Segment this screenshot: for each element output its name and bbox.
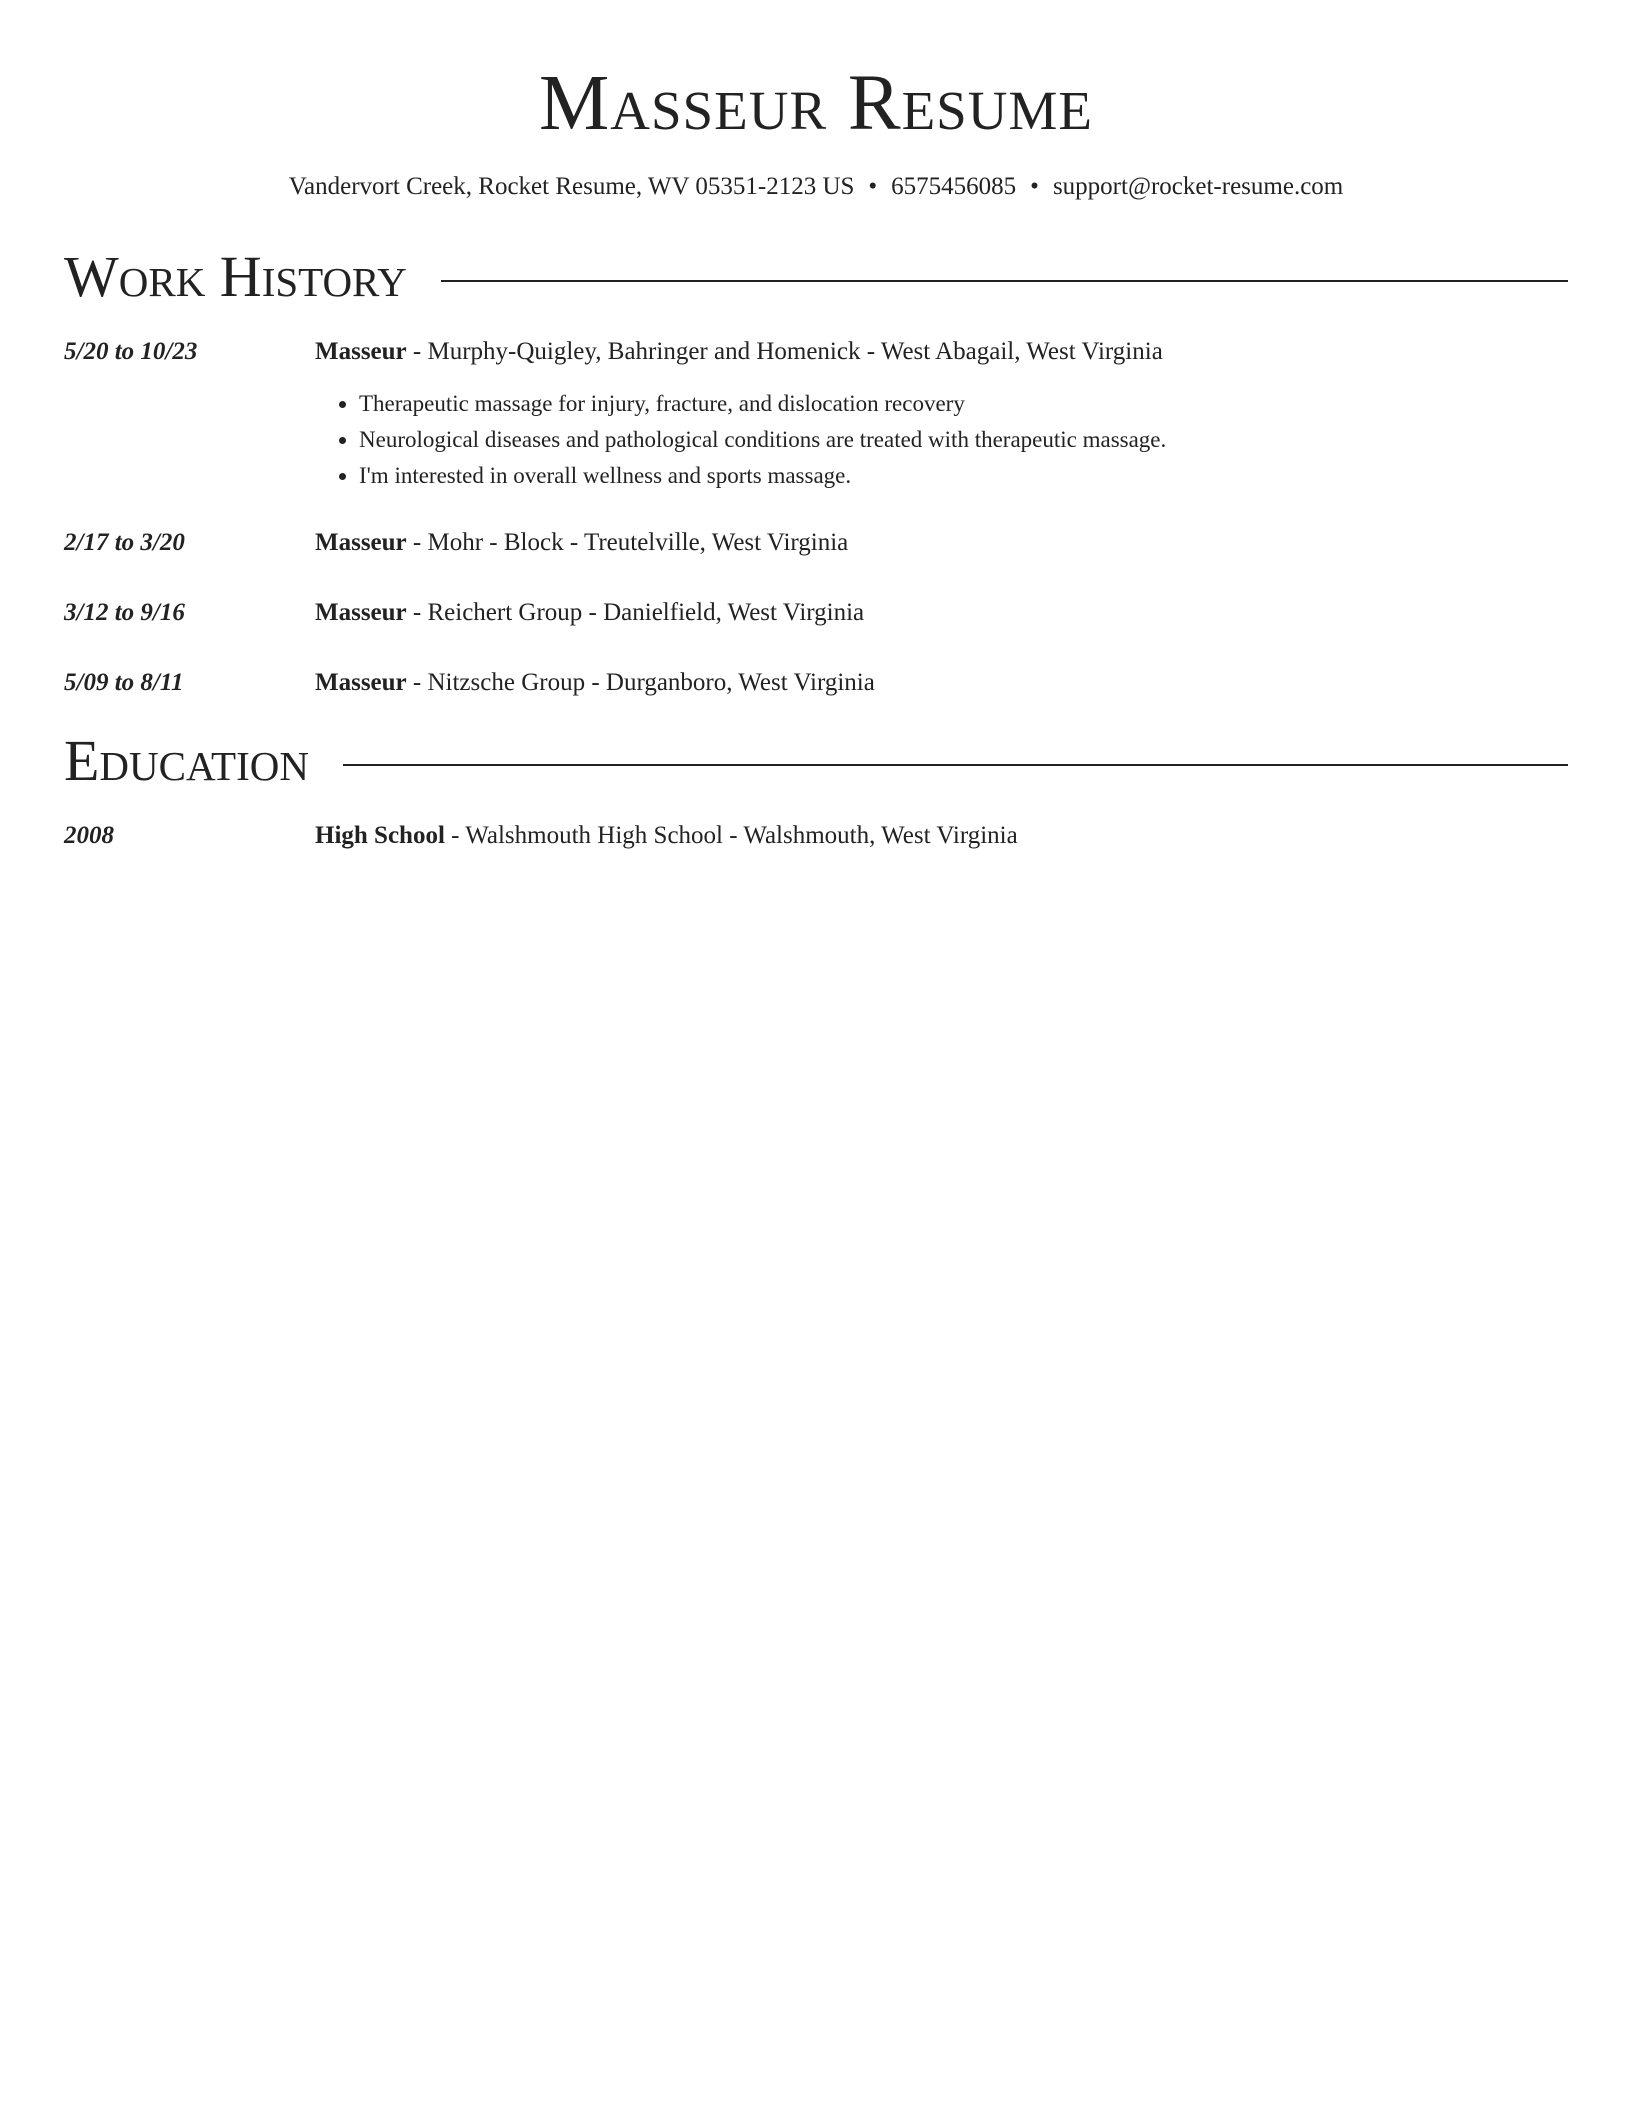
education-header: [64, 728, 1568, 794]
contact-address: Vandervort Creek, Rocket Resume, WV 05351-2123 US: [288, 173, 855, 200]
entry-date: 2/17 to 3/20: [64, 529, 185, 556]
entry-detail: - Nitzsche Group - Durganboro, West Virginia: [406, 669, 875, 696]
entry-date: 5/09 to 8/11: [64, 669, 184, 696]
work-history-heading: Work History: [64, 244, 407, 309]
contact-separator: •: [1030, 173, 1039, 200]
entry-detail: - Mohr - Block - Treutelville, West Virginia: [406, 529, 849, 556]
entry-detail: - Murphy-Quigley, Bahringer and Homenick - West Abagail, West Virginia: [406, 338, 1163, 365]
education-heading: Education: [64, 728, 309, 793]
work-entry: [64, 596, 1568, 630]
entry-date: 5/20 to 10/23: [64, 338, 198, 365]
entry-body: [315, 596, 1568, 630]
section-divider: [441, 280, 1568, 282]
entry-role: High School: [315, 822, 445, 849]
work-entry: [64, 666, 1568, 700]
work-history-header: [64, 244, 1568, 310]
bullet-item: • Therapeutic massage for injury, fracture, and dislocation recovery: [359, 386, 1568, 422]
entry-role: Masseur: [315, 529, 407, 556]
resume-title: Masseur Resume: [539, 60, 1093, 147]
bullet-item: • Neurological diseases and pathological conditions are treated with therapeutic massage.: [359, 422, 1568, 458]
entry-date: 2008: [64, 822, 114, 849]
entry-role: Masseur: [315, 599, 407, 626]
bullet-item: • I'm interested in overall wellness and sports massage.: [359, 458, 1568, 494]
contact-email: support@rocket-resume.com: [1052, 173, 1344, 200]
entry-role: Masseur: [315, 338, 407, 365]
section-divider: [343, 764, 1568, 766]
work-entry: [64, 526, 1568, 560]
entry-body: [315, 819, 1568, 853]
entry-role: Masseur: [315, 669, 407, 696]
contact-separator: •: [868, 173, 878, 200]
education-list: [64, 819, 1568, 853]
work-entry: [64, 335, 1568, 494]
entry-detail: - Walshmouth High School - Walshmouth, West Virginia: [444, 822, 1018, 849]
education-entry: [64, 819, 1568, 853]
contact-phone: 6575456085: [891, 173, 1017, 200]
entry-bullets: [315, 386, 1568, 494]
entry-date: 3/12 to 9/16: [64, 599, 185, 626]
entry-detail: - Reichert Group - Danielfield, West Virginia: [406, 599, 865, 626]
entry-body: [315, 335, 1568, 494]
entry-body: [315, 526, 1568, 560]
contact-line: [64, 172, 1568, 202]
entry-body: [315, 666, 1568, 700]
work-history-list: [64, 335, 1568, 700]
